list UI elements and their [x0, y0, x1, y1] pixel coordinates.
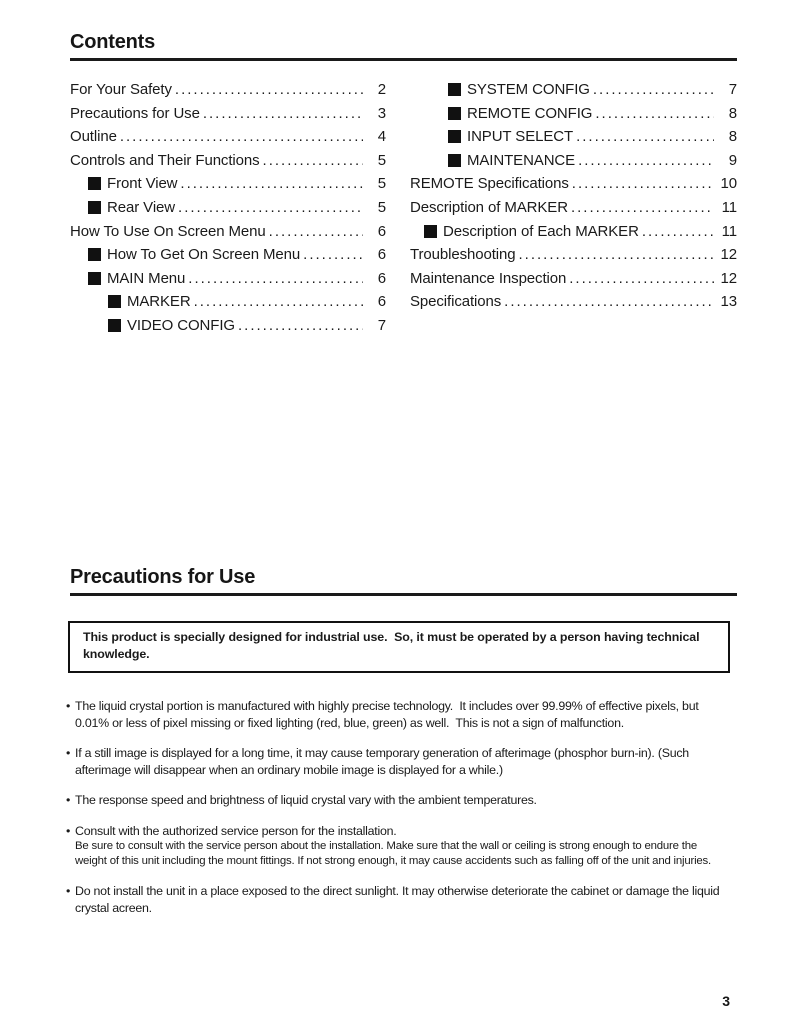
toc-entry-label: REMOTE CONFIG: [467, 104, 593, 122]
table-of-contents: [70, 78, 737, 338]
dot-leader-icon: [504, 290, 714, 314]
toc-entry-page: 5: [377, 151, 386, 169]
dot-leader-icon: [194, 290, 363, 314]
precaution-item: [66, 883, 730, 916]
precaution-text: Do not install the unit in a place exposed to the direct sunlight. It may otherwise deteriorate the cabinet or damage the liquid crystal acreen.: [75, 884, 723, 915]
toc-entry: [70, 125, 386, 149]
toc-entry-page: 5: [377, 198, 386, 216]
toc-entry-page: 6: [377, 293, 386, 311]
section-square-icon: [424, 225, 437, 238]
toc-entry: [70, 196, 386, 220]
dot-leader-icon: [576, 125, 714, 149]
toc-entry: [70, 149, 386, 173]
toc-entry-label: Maintenance Inspection: [410, 269, 567, 287]
toc-entry: [410, 172, 737, 196]
dot-leader-icon: [203, 102, 363, 126]
bullet-icon: •: [66, 793, 71, 807]
section-square-icon: [448, 154, 461, 167]
dot-leader-icon: [263, 149, 363, 173]
dot-leader-icon: [238, 314, 363, 338]
precaution-item: [66, 745, 730, 778]
toc-entry: [410, 196, 737, 220]
toc-entry-page: 9: [728, 151, 737, 169]
toc-entry: [410, 267, 737, 291]
toc-entry: [410, 220, 737, 244]
toc-entry: [70, 243, 386, 267]
toc-right-column: [410, 78, 737, 338]
precaution-text: Consult with the authorized service person for the installation.: [75, 823, 397, 838]
section-square-icon: [88, 272, 101, 285]
dot-leader-icon: [642, 220, 714, 244]
toc-entry-page: 11: [721, 222, 737, 240]
toc-entry-label: Rear View: [107, 198, 176, 216]
section-square-icon: [448, 107, 461, 120]
toc-entry: [410, 102, 737, 126]
toc-entry: [70, 314, 386, 338]
dot-leader-icon: [572, 172, 714, 196]
precaution-text-wrap: [75, 698, 730, 731]
toc-entry-label: Description of Each MARKER: [443, 222, 639, 240]
toc-entry-label: Controls and Their Functions: [70, 151, 260, 169]
toc-entry-label: MAIN Menu: [107, 269, 186, 287]
toc-entry: [70, 290, 386, 314]
precautions-list: [66, 698, 730, 916]
toc-entry: [70, 267, 386, 291]
section-square-icon: [108, 319, 121, 332]
toc-entry-label: SYSTEM CONFIG: [467, 81, 590, 98]
toc-entry-page: 5: [377, 175, 386, 193]
precautions-title: Precautions for Use: [70, 566, 256, 588]
section-square-icon: [88, 177, 101, 190]
precaution-item: [66, 823, 730, 870]
section-square-icon: [88, 201, 101, 214]
toc-entry-page: 7: [377, 316, 386, 334]
toc-entry-label: REMOTE Specifications: [410, 175, 569, 193]
toc-entry-label: How To Get On Screen Menu: [107, 246, 301, 264]
toc-entry: [410, 290, 737, 314]
bullet-icon: •: [66, 823, 71, 838]
dot-leader-icon: [519, 243, 714, 267]
section-square-icon: [448, 83, 461, 96]
section-square-icon: [88, 248, 101, 261]
section-square-icon: [448, 130, 461, 143]
precaution-text-wrap: [75, 883, 730, 916]
toc-entry-page: 8: [728, 128, 737, 146]
toc-entry-page: 6: [377, 246, 386, 264]
precaution-text: If a still image is displayed for a long time, it may cause temporary generation of afterimage (phosphor burn-in). (Such afterimage will disappear when an ordinary mobile image is displayed for a while.): [75, 746, 693, 777]
toc-entry-page: 6: [377, 222, 386, 240]
toc-entry-page: 10: [720, 175, 737, 193]
toc-entry-page: 12: [720, 246, 737, 264]
precautions-title-rule: [70, 593, 737, 596]
toc-entry: [410, 78, 737, 102]
toc-entry: [410, 243, 737, 267]
precaution-text-wrap: [75, 823, 730, 870]
toc-entry-page: 8: [728, 104, 737, 122]
dot-leader-icon: [188, 267, 363, 291]
toc-entry: [70, 102, 386, 126]
precaution-item: [66, 792, 730, 809]
dot-leader-icon: [120, 125, 363, 149]
toc-entry-label: Outline: [70, 128, 117, 146]
toc-entry-page: 4: [377, 128, 386, 146]
dot-leader-icon: [303, 243, 363, 267]
toc-entry-label: Troubleshooting: [410, 246, 516, 264]
dot-leader-icon: [578, 149, 714, 173]
toc-entry-page: 7: [728, 81, 737, 98]
toc-entry: [410, 149, 737, 173]
bullet-icon: •: [66, 746, 71, 760]
bullet-icon: •: [66, 699, 71, 713]
precaution-text: The response speed and brightness of liquid crystal vary with the ambient temperatures.: [75, 793, 537, 807]
toc-entry-label: For Your Safety: [70, 81, 172, 98]
dot-leader-icon: [571, 196, 714, 220]
toc-entry-label: Precautions for Use: [70, 104, 200, 122]
precaution-item: [66, 698, 730, 731]
precautions-section: [66, 566, 737, 930]
page-number: 3: [722, 993, 730, 1009]
toc-entry-label: INPUT SELECT: [467, 128, 574, 146]
toc-entry-page: 12: [720, 269, 737, 287]
dot-leader-icon: [593, 78, 714, 102]
precaution-text: The liquid crystal portion is manufactured with highly precise technology. It includes over 99.99% of effective pixels, but 0.01% or less of pixel missing or fixed lighting (red, blue, green) as well. This is not a sign of malfunction.: [75, 699, 702, 730]
toc-entry-label: MAINTENANCE: [467, 151, 576, 169]
toc-entry-page: 3: [377, 104, 386, 122]
dot-leader-icon: [269, 220, 363, 244]
precaution-subtext: Be sure to consult with the service person about the installation. Make sure that the wall or ceiling is strong enough to endure the weight of this unit including the mount fittings. If not strong enough, it may cause accidents such as falling off of the unit and injuries.: [75, 840, 712, 867]
dot-leader-icon: [180, 172, 363, 196]
precaution-text-wrap: [75, 792, 730, 809]
precaution-text-wrap: [75, 745, 730, 778]
toc-entry: [70, 172, 386, 196]
toc-entry-label: How To Use On Screen Menu: [70, 222, 266, 240]
toc-entry-page: 6: [377, 269, 386, 287]
toc-entry-label: MARKER: [127, 293, 191, 311]
toc-entry: [70, 78, 386, 102]
contents-title-rule: [70, 58, 737, 61]
toc-entry-label: Description of MARKER: [410, 198, 568, 216]
dot-leader-icon: [175, 78, 363, 102]
contents-section: [70, 31, 737, 338]
toc-left-column: [70, 78, 386, 338]
toc-entry: [410, 125, 737, 149]
bullet-icon: •: [66, 884, 71, 898]
toc-entry-label: VIDEO CONFIG: [127, 316, 235, 334]
toc-entry-page: 2: [377, 81, 386, 98]
dot-leader-icon: [178, 196, 363, 220]
toc-entry-label: Front View: [107, 175, 178, 193]
contents-title: Contents: [70, 31, 156, 53]
toc-entry: [70, 220, 386, 244]
section-square-icon: [108, 295, 121, 308]
toc-entry-page: 13: [720, 293, 737, 311]
dot-leader-icon: [569, 267, 714, 291]
toc-entry-label: Specifications: [410, 293, 502, 311]
dot-leader-icon: [595, 102, 714, 126]
industrial-use-notice-box: This product is specially designed for industrial use. So, it must be operated by a person having technical knowledge.: [68, 621, 730, 673]
toc-entry-page: 11: [721, 198, 737, 216]
